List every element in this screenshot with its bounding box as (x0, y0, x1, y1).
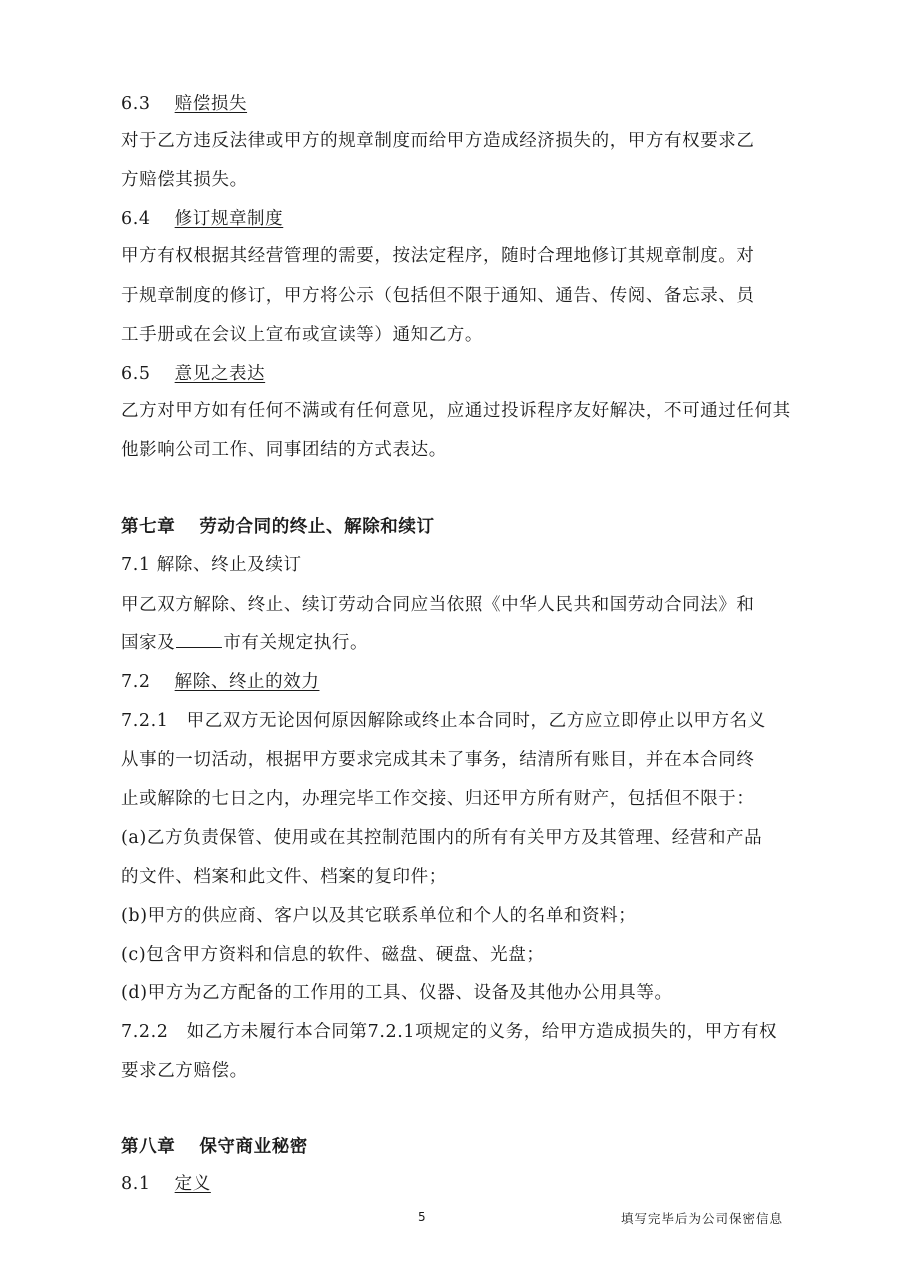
list-item-b: (b)甲方的供应商、客户以及其它联系单位和个人的名单和资料； (121, 906, 637, 926)
section-title: 赔偿损失 (174, 94, 248, 114)
section-number: 6.5 (121, 364, 151, 384)
paragraph-line: 甲乙双方解除、终止、续订劳动合同应当依照《中华人民共和国劳动合同法》和 (121, 595, 755, 615)
paragraph-line: 从事的一切活动，根据甲方要求完成其未了事务，结清所有账目，并在本合同终 (121, 750, 755, 770)
chapter-title: 保守商业秘密 (199, 1137, 308, 1157)
section-6-5-heading (121, 362, 265, 386)
list-item-c: (c)包含甲方资料和信息的软件、磁盘、硬盘、光盘； (121, 945, 545, 965)
paragraph-line: 工手册或在会议上宣布或宣读等）通知乙方。 (121, 325, 483, 345)
section-number: 6.3 (121, 94, 151, 114)
chapter-title: 劳动合同的终止、解除和续订 (199, 517, 435, 537)
section-title: 解除、终止的效力 (174, 672, 320, 692)
list-item-d: (d)甲方为乙方配备的工作用的工具、仪器、设备及其他办公用具等。 (121, 983, 673, 1003)
section-number: 7.2 (121, 672, 151, 692)
section-7-1-heading: 7.1 解除、终止及续订 (121, 555, 302, 575)
list-item-a: (a)乙方负责保管、使用或在其控制范围内的所有有关甲方及其管理、经营和产品 (121, 828, 763, 848)
paragraph-line: 7.2.1 甲乙双方无论因何原因解除或终止本合同时，乙方应立即停止以甲方名义 (121, 711, 766, 731)
section-title: 定义 (174, 1174, 211, 1194)
section-6-4-heading (121, 207, 283, 231)
list-item-a-cont: 的文件、档案和此文件、档案的复印件； (121, 867, 447, 887)
paragraph-line: 方赔偿其损失。 (121, 170, 248, 190)
section-7-2-heading (121, 670, 319, 694)
paragraph-line: 于规章制度的修订，甲方将公示（包括但不限于通知、通告、传阅、备忘录、员 (121, 286, 755, 306)
paragraph-line: 要求乙方赔偿。 (121, 1061, 248, 1081)
section-number: 8.1 (121, 1174, 151, 1194)
chapter-label: 第七章 (121, 517, 176, 537)
section-number: 6.4 (121, 209, 151, 229)
paragraph-line: 7.2.2 如乙方未履行本合同第7.2.1项规定的义务，给甲方造成损失的，甲方有权 (121, 1022, 778, 1042)
section-6-3-heading (121, 92, 247, 116)
page-number: 5 (418, 1210, 426, 1224)
paragraph-line: 国家及 市有关规定执行。 (121, 633, 369, 653)
paragraph-line: 止或解除的七日之内，办理完毕工作交接、归还甲方所有财产，包括但不限于： (121, 789, 755, 809)
paragraph-line: 他影响公司工作、同事团结的方式表达。 (121, 440, 447, 460)
chapter-8-heading (121, 1135, 308, 1159)
section-8-1-heading (121, 1172, 211, 1196)
chapter-7-heading (121, 515, 435, 539)
fill-in-blank (176, 631, 222, 648)
paragraph-line: 乙方对甲方如有任何不满或有任何意见，应通过投诉程序友好解决，不可通过任何其 (121, 401, 791, 421)
paragraph-line: 对于乙方违反法律或甲方的规章制度而给甲方造成经济损失的，甲方有权要求乙 (121, 131, 755, 151)
paragraph-line: 甲方有权根据其经营管理的需要，按法定程序，随时合理地修订其规章制度。对 (121, 246, 755, 266)
confidential-note: 填写完毕后为公司保密信息 (621, 1211, 784, 1226)
section-title: 意见之表达 (174, 364, 266, 384)
chapter-label: 第八章 (121, 1137, 176, 1157)
section-title: 修订规章制度 (174, 209, 284, 229)
